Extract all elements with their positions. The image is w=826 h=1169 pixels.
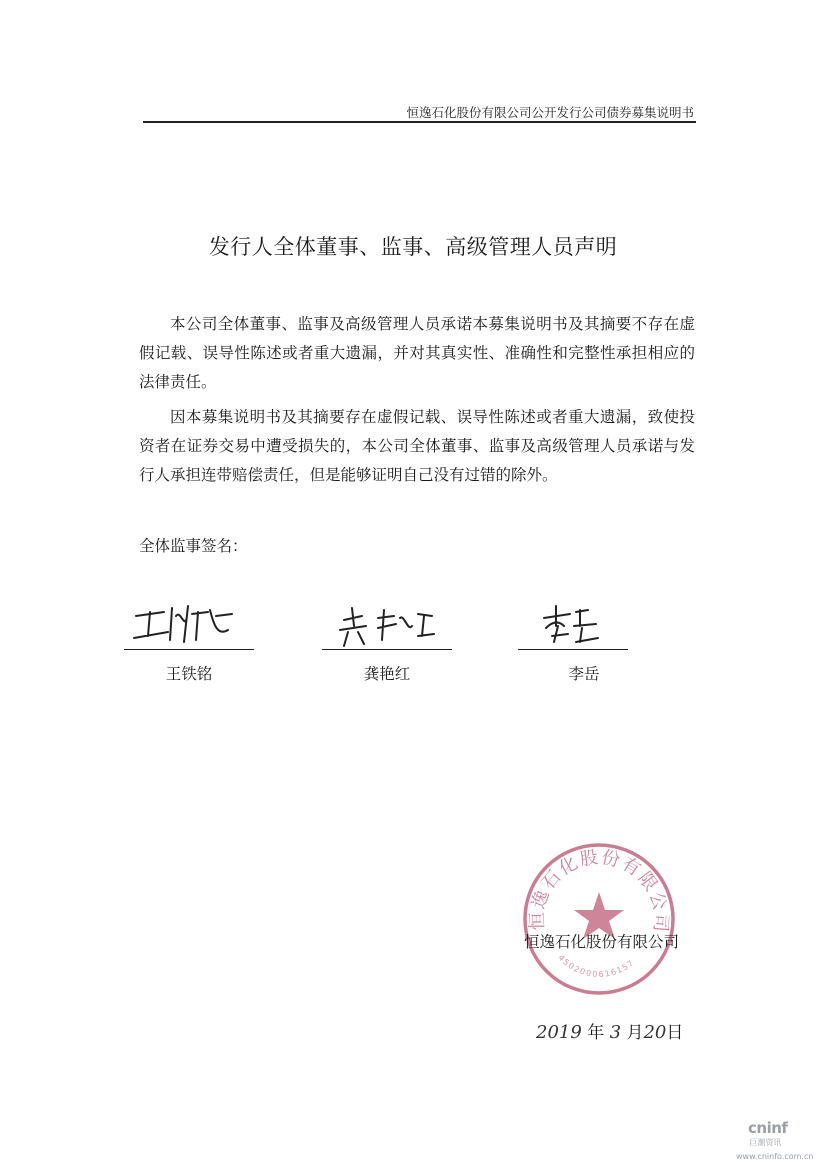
company-seal bbox=[518, 838, 680, 1000]
handwritten-signature-3 bbox=[518, 596, 628, 652]
date-year: 2019 bbox=[536, 1022, 582, 1043]
cninf-brand-cn: 巨潮资讯 bbox=[749, 1138, 782, 1147]
declaration-paragraph-1: 本公司全体董事、监事及高级管理人员承诺本募集说明书及其摘要不存在虚假记载、误导性陈述或者重大遗漏，并对其真实性、准确性和完整性承担相应的法律责任。 bbox=[139, 315, 695, 391]
date-day-suffix: 日 bbox=[666, 1023, 684, 1043]
signatory-name-1: 王铁铭 bbox=[165, 665, 213, 683]
signature-line-1 bbox=[124, 649, 254, 650]
date-month-suffix: 月 bbox=[626, 1023, 644, 1043]
date-month: 3 bbox=[609, 1022, 622, 1043]
declaration-paragraph-2: 因本募集说明书及其摘要存在虚假记载、误导性陈述或者重大遗漏，致使投资者在证券交易中遭受损失的，本公司全体董事、监事及高级管理人员承诺与发行人承担连带赔偿责任，但是能够证明自己没有过错的除外。 bbox=[139, 408, 695, 484]
header-rule bbox=[143, 121, 696, 123]
handwritten-signature-2 bbox=[322, 596, 452, 652]
svg-text:4502000616157 bbox=[556, 953, 636, 979]
signatory-name-3: 李岳 bbox=[568, 665, 600, 683]
company-name: 恒逸石化股份有限公司 bbox=[524, 933, 680, 951]
running-header: 恒逸石化股份有限公司公开发行公司债券募集说明书 bbox=[406, 105, 694, 120]
page-title: 发行人全体董事、监事、高级管理人员声明 bbox=[208, 235, 618, 259]
seal-number: 4502000616157 bbox=[556, 953, 637, 979]
signature-line-2 bbox=[322, 649, 452, 650]
cninf-url: www.cninfo.com.cn bbox=[736, 1152, 814, 1161]
signature-block-1 bbox=[124, 596, 254, 686]
cninf-brand: cninf bbox=[748, 1119, 788, 1137]
signature-line-3 bbox=[518, 649, 628, 650]
date-day: 20 bbox=[643, 1022, 667, 1043]
cninf-logo bbox=[736, 1119, 814, 1161]
signing-date bbox=[536, 1018, 683, 1043]
signature-block-2 bbox=[322, 596, 452, 686]
signatory-name-2: 龚艳红 bbox=[363, 665, 411, 683]
seal-text: 恒逸石化股份有限公司 bbox=[526, 846, 672, 935]
signature-label: 全体监事签名： bbox=[139, 537, 248, 555]
handwritten-signature-1 bbox=[124, 596, 254, 652]
signature-block-3 bbox=[518, 596, 628, 686]
date-year-suffix: 年 bbox=[587, 1023, 605, 1043]
declaration-body bbox=[139, 310, 695, 496]
